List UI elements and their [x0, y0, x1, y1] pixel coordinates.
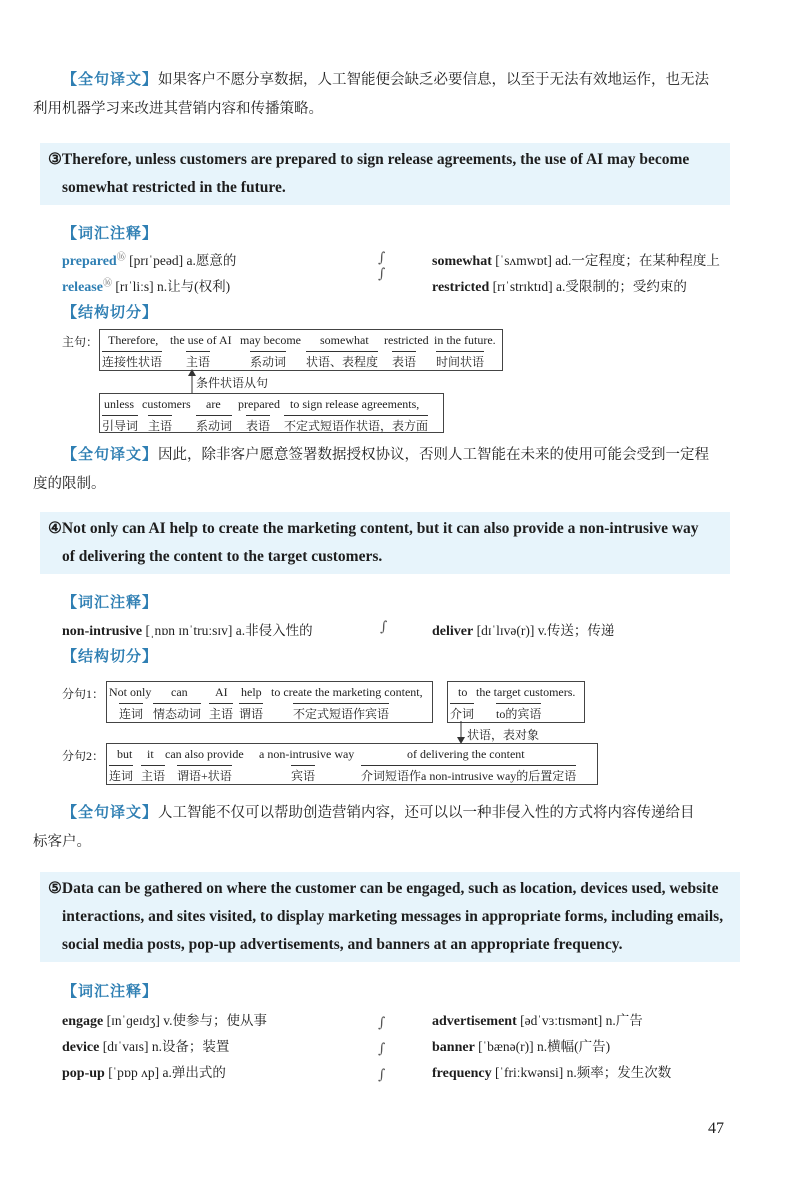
clause1-box: Not only 连词 can 情态动词 AI 主语 help 谓语 to create the marketing content, 不定式短语作宾语 [106, 681, 433, 723]
tilde-divider-icon: ∫ [380, 619, 388, 635]
vocab-item: advertisement [ədˈvɜːtɪsmənt] n.广告 [432, 1013, 643, 1029]
sentence-4-box [40, 512, 730, 574]
arrow-note: 状语，表对象 [467, 728, 540, 742]
vocab-item: banner [ˈbænə(r)] n.横幅(广告) [432, 1039, 611, 1055]
tilde-divider-icon: ∫ ∫ [378, 250, 386, 282]
translation-2-cont: 利用机器学习来改进其营销内容和传播策略。 [33, 101, 323, 117]
structure-tag-3: 【结构切分】 [62, 303, 159, 321]
clause1-to-box: to 介词 the target customers. to的宾语 [447, 681, 585, 723]
vocab-tag-5: 【词汇注释】 [62, 982, 159, 1000]
vocab-item: somewhat [ˈsʌmwɒt] ad.一定程度；在某种程度上 [432, 253, 720, 269]
clause1-label: 分句1： [62, 687, 105, 701]
vocab-item: deliver [dɪˈlɪvə(r)] v.传送；传递 [432, 623, 615, 639]
clause2-label: 分句2： [62, 749, 105, 763]
translation-2: 【全句译文】如果客户不愿分享数据，人工智能便会缺乏必要信息，以至于无法有效地运作，也无法 [62, 70, 710, 88]
translation-3: 【全句译文】因此，除非客户愿意签署数据授权协议，否则人工智能在未来的使用可能会受到一定程 [62, 445, 710, 463]
sentence-5-box [40, 872, 740, 962]
vocab-item: pop-up [ˈpɒp ʌp] a.弹出式的 [62, 1065, 226, 1081]
vocab-tag-3: 【词汇注释】 [62, 224, 159, 242]
vocab-item: frequency [ˈfriːkwənsi] n.频率；发生次数 [432, 1065, 672, 1081]
sentence-4-line1: ④Not only can AI help to create the marketing content, but it can also provide a non-intrusive way [48, 520, 699, 537]
sentence-3-line2: somewhat restricted in the future. [62, 179, 286, 196]
sentence-3-line1: ③Therefore, unless customers are prepared to sign release agreements, the use of AI may become [48, 151, 690, 168]
translation-tag: 【全句译文】 [62, 70, 159, 88]
main-clause-label: 主句： [62, 335, 99, 349]
vocab-item: device [dɪˈvaɪs] n.设备；装置 [62, 1039, 230, 1055]
translation-4: 【全句译文】人工智能不仅可以帮助创造营销内容，还可以以一种非侵入性的方式将内容传递给目 [62, 803, 695, 821]
sentence-3-box [40, 143, 730, 205]
sub-clause-box: unless 引导词 customers 主语 are 系动词 prepared 表语 to sign release agreements, 不定式短语作状语，表方面 [99, 393, 444, 433]
vocab-item: non-intrusive [ˌnɒn ɪnˈtruːsɪv] a.非侵入性的 [62, 623, 313, 639]
vocab-tag-4: 【词汇注释】 [62, 593, 159, 611]
sentence-5-line3: social media posts, pop-up advertisements, and banners at an appropriate frequency. [62, 936, 623, 953]
translation-4-cont: 标客户。 [33, 834, 91, 850]
sentence-5-line1: ⑤Data can be gathered on where the customer can be engaged, such as location, devices used, website [48, 880, 719, 897]
sentence-4-line2: of delivering the content to the target customers. [62, 548, 383, 565]
sentence-5-line2: interactions, and sites visited, to display marketing messages in appropriate forms, including emails, [62, 908, 724, 925]
vocab-item: prepared⑯ [prɪˈpeəd] a.愿意的 [62, 251, 237, 269]
main-clause-box: Therefore, 连接性状语 the use of AI 主语 may become 系动词 somewhat 状语、表程度 restricted 表语 in the future. 时间状语 [99, 329, 503, 371]
tilde-divider-icon: ∫ ∫ ∫ [378, 1015, 386, 1083]
clause2-box: but 连词 it 主语 can also provide 谓语+状语 a non-intrusive way 宾语 of delivering the content 介词短语作a non-intrusive way的后置定语 [106, 743, 598, 785]
vocab-item: restricted [rɪˈstrɪktɪd] a.受限制的；受约束的 [432, 279, 687, 295]
structure-tag-4: 【结构切分】 [62, 647, 159, 665]
arrow-note: 条件状语从句 [196, 376, 269, 390]
vocab-item: engage [ɪnˈɡeɪdʒ] v.使参与；使从事 [62, 1013, 267, 1029]
arrow-down-icon [455, 721, 467, 745]
translation-3-cont: 度的限制。 [33, 476, 106, 492]
page-number: 47 [708, 1120, 724, 1137]
vocab-item: release⑯ [rɪˈliːs] n.让与(权利) [62, 277, 231, 295]
